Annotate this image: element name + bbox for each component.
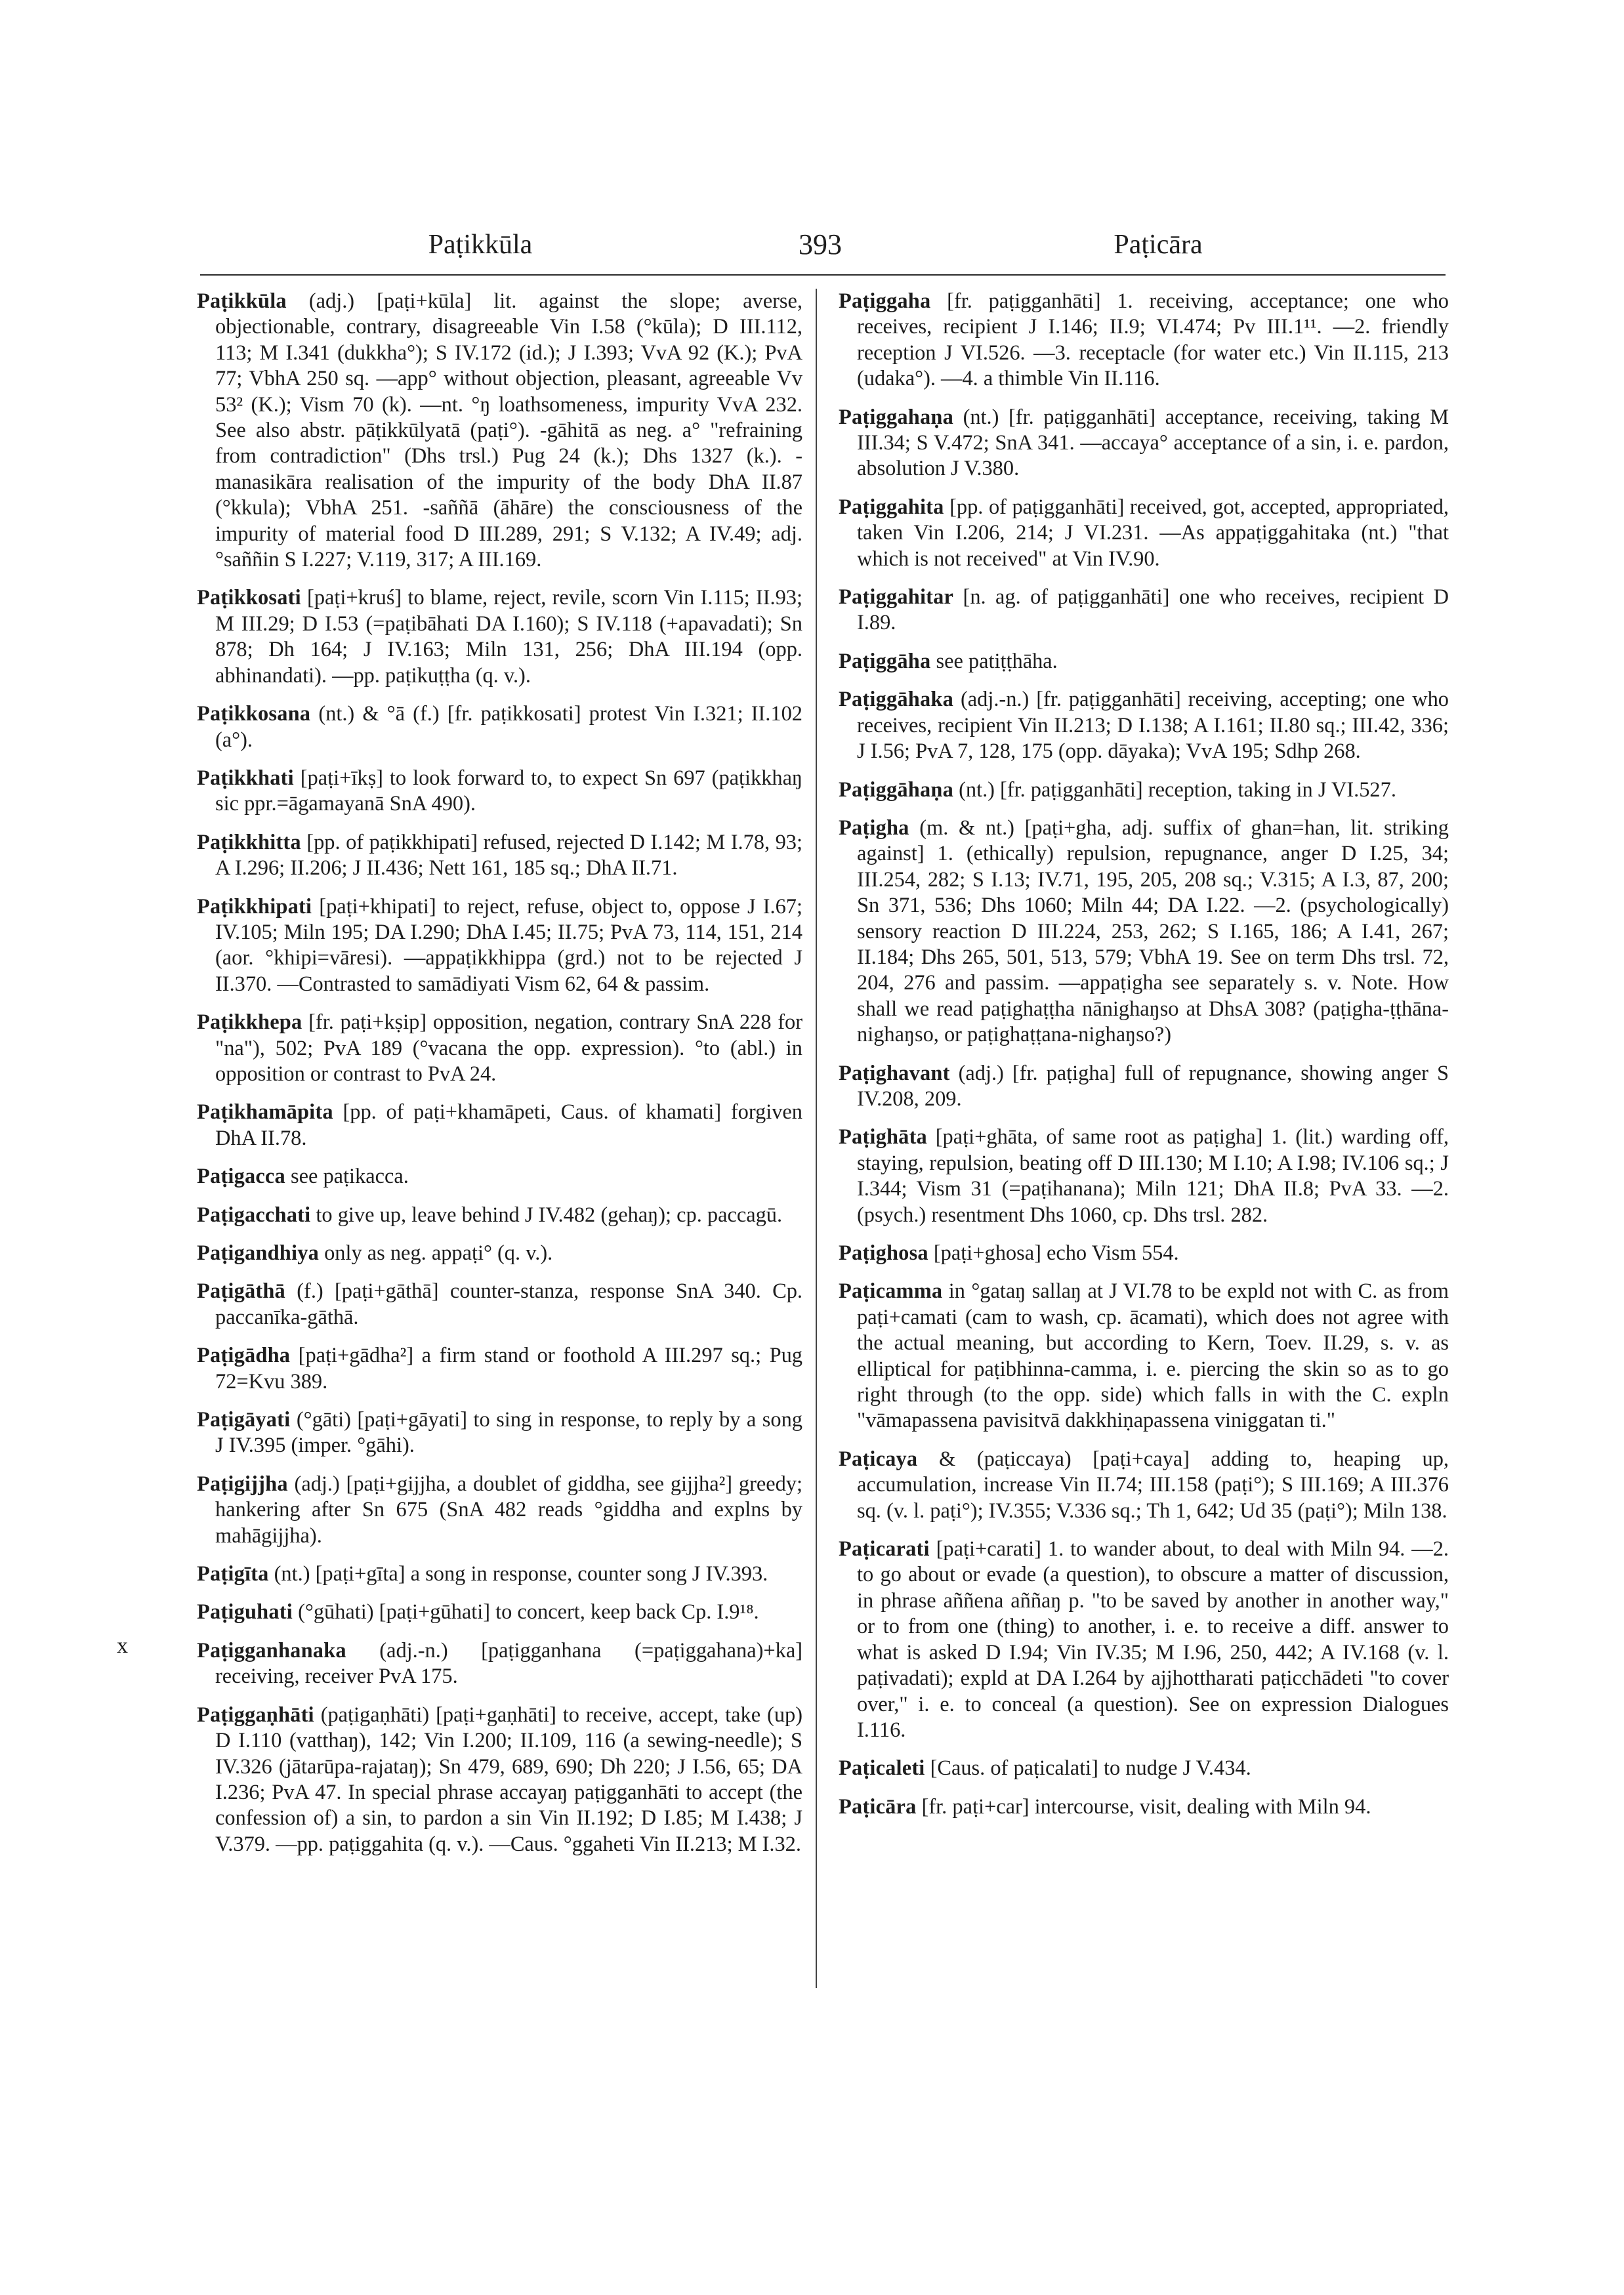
dictionary-entry: [839, 649, 1449, 674]
dictionary-entry: [197, 1703, 802, 1857]
entry-headword: Paṭigganhanaka: [197, 1638, 346, 1663]
entry-definition: to give up, leave behind J IV.482 (gehaŋ); cp. paccagū.: [310, 1203, 783, 1227]
dictionary-entry: [197, 1600, 802, 1625]
entry-headword: Paṭiguhati: [197, 1600, 293, 1624]
entry-headword: Paṭiggāha: [839, 649, 931, 673]
dictionary-entry: [197, 1241, 802, 1266]
entry-definition: (°gūhati) [paṭi+gūhati] to concert, keep back Cp. I.9¹⁸.: [292, 1600, 759, 1624]
entry-headword: Paṭicaleti: [839, 1756, 925, 1781]
dictionary-entry: [839, 777, 1449, 803]
entry-definition: (°gāti) [paṭi+gāyati] to sing in response, to reply by a song J IV.395 (imper. °gāhi).: [215, 1408, 802, 1458]
header-rule: [200, 274, 1446, 276]
dictionary-entry: [839, 1279, 1449, 1434]
entry-headword: Paṭigacca: [197, 1165, 285, 1189]
entry-definition: (f.) [paṭi+gāthā] counter-stanza, response SnA 340. Cp. paccanīka-gāthā.: [215, 1279, 802, 1329]
entry-headword: Paṭiggahita: [839, 495, 944, 519]
entry-definition: see paṭikacca.: [285, 1165, 409, 1189]
entry-definition: (adj.-n.) [paṭigganhana (=paṭiggahana)+ka] receiving, receiver PvA 175.: [215, 1638, 802, 1689]
dictionary-entry: [197, 1203, 802, 1228]
dictionary-entry: [197, 585, 802, 689]
entry-headword: Paṭigāthā: [197, 1279, 285, 1304]
dictionary-entry: [197, 1279, 802, 1331]
page-number: 393: [799, 228, 842, 260]
dictionary-entry: [839, 1794, 1449, 1820]
dictionary-entry: [197, 1561, 802, 1587]
entry-headword: Paṭigīta: [197, 1562, 269, 1586]
entry-definition: [paṭi+īkṣ] to look forward to, to expect Sn 697 (paṭikkhaŋ sic ppr.=āgamayanā SnA 490).: [215, 766, 802, 816]
dictionary-entry: [197, 701, 802, 753]
dictionary-entry: [197, 1407, 802, 1459]
dictionary-entry: [197, 1638, 802, 1690]
dictionary-entry: [197, 1343, 802, 1395]
entry-headword: Paṭiggahitar: [839, 585, 954, 610]
dictionary-entry: [839, 687, 1449, 764]
entry-headword: Paṭikkosati: [197, 586, 301, 610]
entry-headword: Paṭikkūla: [197, 289, 287, 313]
entry-headword: Paṭighavant: [839, 1061, 950, 1085]
dictionary-entry: [197, 766, 802, 817]
dictionary-entry: [197, 1010, 802, 1087]
entry-definition: [paṭi+carati] 1. to wander about, to deal with Miln 94. —2. to go about or evade (a question), to obscure a matter of discussion, in phrase aññena aññaŋ p. "to be saved by another in another way," or to from one (thing) to another, i. e. to receive a diff. answer to what is asked D I.94; Vin IV.35; M I.96, 250, 442; A IV.168 (v. l. paṭivadati); expld at DA I.264 by ajjhottharati paṭicchādeti "to cover over," i. e. to conceal (a question). See on expression Dialogues I.116.: [857, 1537, 1449, 1742]
dictionary-entry: [839, 816, 1449, 1048]
entry-headword: Paṭighosa: [839, 1241, 928, 1265]
dictionary-entry: [197, 894, 802, 998]
entry-definition: [n. ag. of paṭigganhāti] one who receives, recipient D I.89.: [857, 585, 1449, 635]
entry-definition: (adj.) [paṭi+gijjha, a doublet of giddha, see gijjha²] greedy; hankering after Sn 675 (SnA 482 reads °giddha and explns by mahāgijjha).: [215, 1472, 802, 1548]
entry-definition: [pp. of paṭi+khamāpeti, Caus. of khamati] forgiven DhA II.78.: [215, 1100, 802, 1150]
entry-definition: [paṭi+kruś] to blame, reject, revile, scorn Vin I.115; II.93; M III.29; D I.53 (=paṭibāhati DA I.160); S IV.118 (+apavadati); Sn 878; Dh 164; J IV.163; Miln 131, 256; DhA III.194 (opp. abhinandati). —pp. paṭikuṭṭha (q. v.).: [215, 586, 802, 688]
entry-definition: [fr. paṭi+kṣip] opposition, negation, contrary SnA 228 for "na"), 502; PvA 189 (°vacana the opp. expression). °to (abl.) in opposition or contrast to PvA 24.: [215, 1010, 802, 1086]
entry-definition: [paṭi+gādha²] a firm stand or foothold A III.297 sq.; Pug 72=Kvu 389.: [215, 1344, 802, 1394]
entry-definition: [fr. paṭigganhāti] 1. receiving, acceptance; one who receives, recipient J I.146; II.9; VI.474; Pv III.1¹¹. —2. friendly reception J VI.526. —3. receptacle (for water etc.) Vin II.115, 213 (udaka°). —4. a thimble Vin II.116.: [857, 289, 1449, 391]
column-divider: [816, 289, 817, 1988]
entry-definition: (adj.) [paṭi+kūla] lit. against the slope; averse, objectionable, contrary, disagreeable Vin I.58 (°kūla); D III.112, 113; M I.341 (dukkha°); S IV.172 (id.); J I.393; VvA 92 (K.); PvA 77; VbhA 250 sq. —app° without objection, pleasant, agreeable Vv 53² (K.); Vism 70 (k). —nt. °ŋ loathsomeness, impurity VvA 232. See also abstr. pāṭikkūlyatā (paṭi°). -gāhitā as neg. a° "refraining from contradiction" (Dhs trsl.) Pug 24 (k.); Dhs 1327 (k.). -manasikāra realisation of the impurity of the body DhA II.87 (°kkula); VbhA 251. -saññā (āhāre) the consciousness of the impurity of material food D III.289, 291; S V.132; A IV.49; adj. °saññin S I.227; V.119, 317; A III.169.: [215, 289, 802, 572]
entry-headword: Paṭiggāhaka: [839, 688, 953, 712]
dictionary-entry: [839, 585, 1449, 636]
dictionary-entry: [197, 289, 802, 573]
left-column: [197, 289, 802, 1870]
entry-headword: Paṭigandhiya: [197, 1241, 319, 1265]
right-column: [839, 289, 1449, 1832]
entry-headword: Paṭiggahaṇa: [839, 405, 953, 429]
dictionary-entry: [197, 830, 802, 882]
running-head-right: Paṭicāra: [1114, 230, 1203, 260]
entry-headword: Paṭicamma: [839, 1279, 943, 1304]
entry-definition: (nt.) [fr. paṭigganhāti] reception, taking in J VI.527.: [953, 777, 1396, 802]
dictionary-entry: [839, 1125, 1449, 1228]
dictionary-entry: [839, 495, 1449, 572]
entry-headword: Paṭikhamāpita: [197, 1100, 333, 1125]
dictionary-entry: [839, 405, 1449, 482]
entry-definition: (nt.) [fr. paṭigganhāti] acceptance, receiving, taking M III.34; S V.472; SnA 341. —accaya° acceptance of a sin, i. e. pardon, absolution J V.380.: [857, 405, 1449, 481]
entry-definition: & (paṭiccaya) [paṭi+caya] adding to, heaping up, accumulation, increase Vin II.74; III.158 (paṭi°); S III.169; A III.376 sq. (v. l. paṭi°); IV.355; V.336 sq.; Th 1, 642; Ud 35 (paṭi°); Miln 138.: [857, 1447, 1449, 1523]
entry-headword: Paṭigijjha: [197, 1472, 288, 1496]
entry-headword: Paṭicāra: [839, 1794, 917, 1819]
entry-headword: Paṭigādha: [197, 1344, 291, 1368]
dictionary-entry: [197, 1472, 802, 1549]
entry-definition: [paṭi+ghosa] echo Vism 554.: [928, 1241, 1179, 1265]
entry-headword: Paṭiggaha: [839, 289, 931, 313]
entry-definition: only as neg. appaṭi° (q. v.).: [319, 1241, 553, 1265]
entry-definition: [paṭi+ghāta, of same root as paṭigha] 1. (lit.) warding off, staying, repulsion, beating off D III.130; M I.10; A I.98; IV.106 sq.; J I.344; Vism 31 (=paṭihanana); Miln 121; DhA II.8; PvA 33. —2. (psych.) resentment Dhs 1060, cp. Dhs trsl. 282.: [857, 1125, 1449, 1227]
entry-definition: [fr. paṭi+car] intercourse, visit, dealing with Miln 94.: [916, 1794, 1371, 1819]
entry-headword: Paṭikkhitta: [197, 830, 301, 854]
dictionary-entry: [197, 1100, 802, 1151]
entry-definition: see patiṭṭhāha.: [930, 649, 1058, 673]
entry-definition: [pp. of paṭigganhāti] received, got, accepted, appropriated, taken Vin I.206, 214; J VI.231. —As appaṭiggahitaka (nt.) "that which is not received" at Vin IV.90.: [857, 495, 1449, 571]
entry-definition: (m. & nt.) [paṭi+gha, adj. suffix of ghan=han, lit. striking against] 1. (ethically) repulsion, repugnance, anger D I.25, 34; III.254, 282; S I.13; IV.71, 195, 205, 208 sq.; V.315; A I.3, 87, 200; Sn 371, 536; Dhs 1060; Miln 44; DA I.22. —2. (psychologically) sensory reaction D III.224, 253, 262; S I.165, 186; A I.41, 267; II.184; Dhs 265, 501, 513, 579; VbhA 19. See on term Dhs trsl. 72, 204, 276 and passim. —appaṭigha see separately s. v. Note. How shall we read paṭighaṭṭha nānighaŋso at DhsA 308? (paṭigha-ṭṭhāna-nighaŋso, or paṭighaṭṭana-nighaŋso?): [857, 816, 1449, 1047]
entry-headword: Paṭikkosana: [197, 702, 311, 726]
entry-headword: Paṭicarati: [839, 1537, 930, 1561]
entry-headword: Paṭikkhati: [197, 766, 294, 790]
entry-definition: (nt.) & °ā (f.) [fr. paṭikkosati] protest Vin I.321; II.102 (a°).: [215, 702, 802, 752]
entry-headword: Paṭicaya: [839, 1447, 918, 1471]
running-head-left: Paṭikkūla: [428, 230, 533, 260]
dictionary-entry: [839, 1447, 1449, 1524]
dictionary-entry: [839, 1756, 1449, 1781]
entry-headword: Paṭikkhepa: [197, 1010, 302, 1035]
entry-definition: in °gataŋ sallaŋ at J VI.78 to be expld not with C. as from paṭi+camati (cam to wash, cp. ācamati), which does not agree with the actual meaning, but according to Kern, Toev. II.29, s. v. as elliptical for paṭibhinna-camma, i. e. piercing the skin so as to go right through (to the opp. side) which falls in with the C. expln "vāmapassena pavisitvā dakkhiṇapassena viniggatan ti.": [857, 1279, 1449, 1433]
entry-headword: Paṭighāta: [839, 1125, 927, 1149]
entry-headword: Paṭigāyati: [197, 1408, 291, 1432]
entry-definition: (adj.-n.) [fr. paṭigganhāti] receiving, accepting; one who receives, recipient Vin II.213; D I.138; A I.161; II.80 sq.; III.42, 336; J I.56; PvA 7, 128, 175 (opp. dāyaka); VvA 195; Sdhp 268.: [857, 688, 1449, 764]
entry-definition: (nt.) [paṭi+gīta] a song in response, counter song J IV.393.: [268, 1562, 768, 1586]
entry-definition: (paṭigaṇhāti) [paṭi+gaṇhāti] to receive, accept, take (up) D I.110 (vatthaŋ), 142; Vin I.200; II.109, 116 (a sewing-needle); S IV.326 (jātarūpa-rajataŋ); Sn 479, 689, 690; Dh 220; J I.56, 65; DA I.236; PvA 47. In special phrase accayaŋ paṭigganhāti to accept (the confession of) a sin, to pardon a sin Vin II.192; D I.85; M I.438; J V.379. —pp. paṭiggahita (q. v.). —Caus. °ggaheti Vin II.213; M I.32.: [215, 1703, 802, 1856]
entry-definition: [Caus. of paṭicalati] to nudge J V.434.: [925, 1756, 1251, 1781]
entry-headword: Paṭiggaṇhāti: [197, 1703, 314, 1727]
entry-definition: [pp. of paṭikkhipati] refused, rejected D I.142; M I.78, 93; A I.296; II.206; J II.436; Nett 161, 185 sq.; DhA II.71.: [215, 830, 802, 880]
entry-headword: Paṭigacchati: [197, 1203, 311, 1227]
dictionary-entry: [839, 1537, 1449, 1743]
entry-definition: (adj.) [fr. paṭigha] full of repugnance, showing anger S IV.208, 209.: [857, 1061, 1449, 1111]
dictionary-entry: [839, 1241, 1449, 1266]
dictionary-entry: [839, 1061, 1449, 1113]
entry-headword: Paṭikkhipati: [197, 894, 312, 919]
entry-headword: Paṭiggāhaṇa: [839, 777, 953, 802]
dictionary-entry: [839, 289, 1449, 392]
entry-definition: [paṭi+khipati] to reject, refuse, object to, oppose J I.67; IV.105; Miln 195; DA I.290; DhA I.45; II.75; PvA 73, 114, 151, 214 (aor. °khipi=vāresi). —appaṭikkhippa (grd.) not to be rejected J II.370. —Contrasted to samādiyati Vism 62, 64 & passim.: [215, 894, 802, 996]
stray-mark: x: [117, 1634, 128, 1658]
dictionary-entry: [197, 1164, 802, 1189]
entry-headword: Paṭigha: [839, 816, 909, 840]
